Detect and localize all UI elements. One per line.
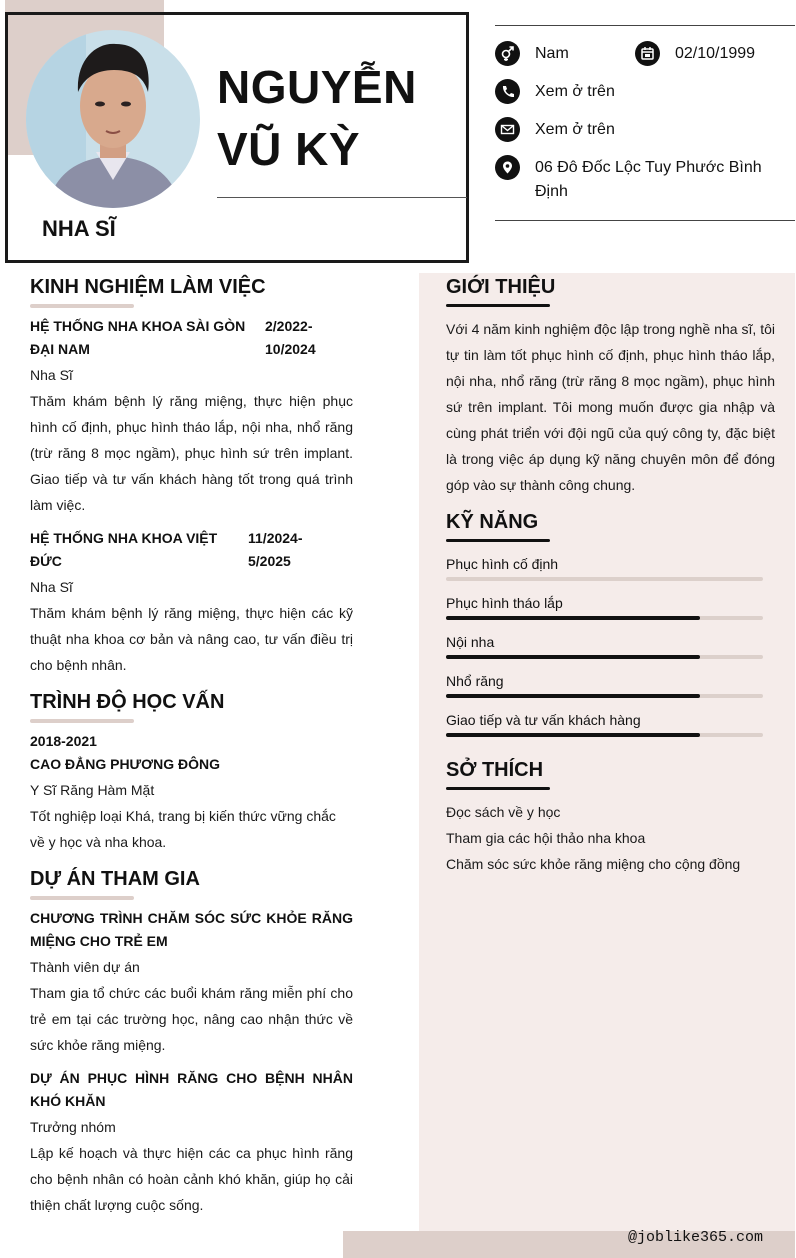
project-role-1: Thành viên dự án	[30, 959, 140, 975]
name-divider	[217, 197, 467, 198]
experience-role-1: Nha Sĩ	[30, 367, 73, 383]
education-major: Y Sĩ Răng Hàm Mặt	[30, 782, 155, 798]
skill-bar-fill	[446, 616, 700, 620]
skill-label: Nhổ răng	[446, 673, 504, 689]
hobby-item: Đọc sách về y học	[446, 804, 561, 820]
skills-heading: KỸ NĂNG	[446, 511, 539, 533]
projects-underline	[30, 896, 134, 900]
contact-divider-top	[495, 25, 795, 26]
projects-heading: DỰ ÁN THAM GIA	[30, 868, 200, 890]
phone-value: Xem ở trên	[535, 83, 615, 100]
education-school: CAO ĐẲNG PHƯƠNG ĐÔNG	[30, 756, 221, 772]
footer-site: @joblike365.com	[628, 1229, 764, 1246]
email-value: Xem ở trên	[535, 121, 615, 138]
address-value: 06 Đô Đốc Lộc Tuy Phước Bình Định	[535, 159, 762, 200]
skill-bar-fill	[446, 694, 700, 698]
intro-underline	[446, 304, 550, 307]
experience-company-2: HỆ THỐNG NHA KHOA VIỆT ĐỨC	[30, 530, 218, 569]
experience-role-2: Nha Sĩ	[30, 579, 73, 595]
project-name-2: DỰ ÁN PHỤC HÌNH RĂNG CHO BỆNH NHÂN KHÓ KHĂN	[30, 1070, 353, 1109]
education-underline	[30, 719, 134, 723]
candidate-name	[217, 56, 462, 180]
skill-label: Phục hình tháo lắp	[446, 595, 563, 611]
project-name-1: CHƯƠNG TRÌNH CHĂM SÓC SỨC KHỎE RĂNG MIỆNG CHO TRẺ EM	[30, 910, 353, 949]
experience-description-2: Thăm khám bệnh lý răng miệng, thực hiện các kỹ thuật nha khoa cơ bản và nâng cao, tư vấn điều trị cho bệnh nhân.	[30, 605, 353, 673]
hobbies-underline	[446, 787, 550, 790]
hobby-item: Tham gia các hội thảo nha khoa	[446, 830, 646, 846]
skill-bar	[446, 694, 763, 698]
phone-icon	[495, 79, 520, 104]
experience-description-1: Thăm khám bệnh lý răng miệng, thực hiện phục hình cố định, phục hình tháo lắp, nội nha, nhổ răng (trừ răng 8 mọc ngầm), phục hình sứ trên implant. Giao tiếp và tư vấn khách hàng tốt trong quá trình làm việc.	[30, 393, 353, 513]
hobbies-heading: SỞ THÍCH	[446, 759, 544, 781]
skill-label: Nội nha	[446, 634, 495, 650]
contact-divider-bottom	[495, 220, 795, 221]
gender-value: Nam	[535, 45, 569, 62]
skill-bar	[446, 577, 763, 581]
skill-label: Phục hình cố định	[446, 556, 559, 572]
location-icon	[495, 155, 520, 180]
skill-bar-fill	[446, 733, 700, 737]
skills-underline	[446, 539, 550, 542]
experience-period-1: 2/2022-10/2024	[265, 318, 316, 357]
intro-heading: GIỚI THIỆU	[446, 276, 556, 298]
skill-bar	[446, 733, 763, 737]
profile-photo	[26, 30, 200, 208]
education-heading: TRÌNH ĐỘ HỌC VẤN	[30, 691, 225, 713]
skill-bar-fill	[446, 655, 700, 659]
skill-bar	[446, 616, 763, 620]
email-icon	[495, 117, 520, 142]
education-period: 2018-2021	[30, 733, 97, 749]
experience-heading: KINH NGHIỆM LÀM VIỆC	[30, 276, 266, 298]
birthday-value: 02/10/1999	[675, 45, 756, 62]
project-role-2: Trưởng nhóm	[30, 1119, 116, 1135]
project-description-1: Tham gia tổ chức các buổi khám răng miễn phí cho trẻ em tại các trường học, nâng cao nhận thức về sức khỏe răng miệng.	[30, 985, 353, 1053]
hobby-item: Chăm sóc sức khỏe răng miệng cho cộng đồng	[446, 856, 741, 872]
job-title: NHA SĨ	[42, 216, 116, 241]
calendar-icon	[635, 41, 660, 66]
name-line-1: NGUYỄN	[217, 61, 417, 113]
experience-underline	[30, 304, 134, 308]
project-description-2: Lập kế hoạch và thực hiện các ca phục hình răng cho bệnh nhân có hoàn cảnh khó khăn, giúp họ cải thiện chất lượng cuộc sống.	[30, 1145, 353, 1213]
education-description: Tốt nghiệp loại Khá, trang bị kiến thức vững chắc về y học và nha khoa.	[30, 808, 336, 850]
experience-company-1: HỆ THỐNG NHA KHOA SÀI GÒN ĐẠI NAM	[30, 318, 246, 357]
skill-label: Giao tiếp và tư vấn khách hàng	[446, 712, 641, 728]
experience-period-2: 11/2024-5/2025	[248, 530, 303, 569]
gender-icon	[495, 41, 520, 66]
skill-bar	[446, 655, 763, 659]
intro-text: Với 4 năm kinh nghiệm độc lập trong nghề nha sĩ, tôi tự tin làm tốt phục hình cố định, phục hình tháo lắp, nội nha, nhổ răng (trừ răng 8 mọc ngầm), phục hình sứ trên implant. Tôi mong muốn được gia nhập và cùng phát triển với đội ngũ của quý công ty, đặc biệt là trong việc áp dụng kỹ năng chuyên môn để đóng góp vào sự thành công chung.	[446, 321, 775, 493]
name-line-2: VŨ KỲ	[217, 123, 361, 175]
